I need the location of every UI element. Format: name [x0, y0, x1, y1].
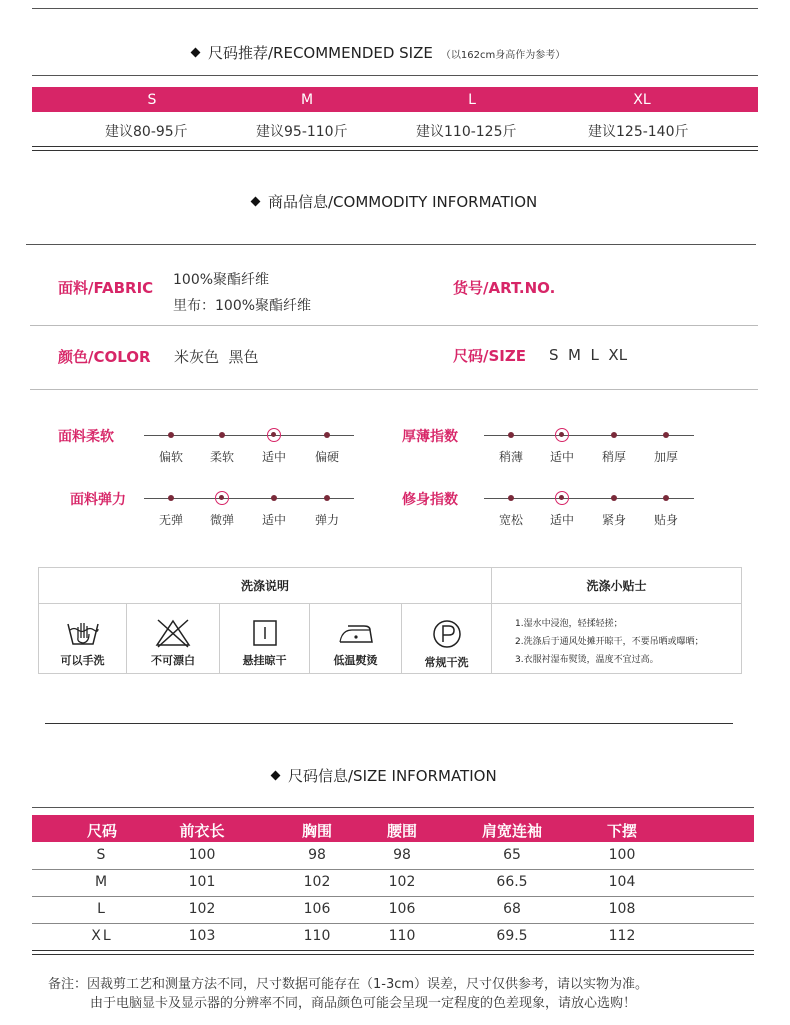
- table-cell: 102: [388, 874, 416, 890]
- recommended-size-heading: [192, 42, 565, 63]
- table-row: [32, 869, 754, 896]
- scale-option-label: 柔软: [209, 450, 234, 464]
- fabric-value-1: 100%聚酯纤维: [173, 272, 270, 288]
- commodity-info-heading: [252, 191, 537, 212]
- table-cell: 106: [303, 901, 331, 917]
- table-row: [32, 896, 754, 923]
- table-cell: 108: [608, 901, 636, 917]
- commodity-divider: [26, 244, 756, 245]
- size-table-header-cell: 腰围: [386, 822, 417, 840]
- dry-clean-icon: [431, 618, 463, 650]
- scale-dot: [168, 432, 174, 438]
- scale-option-label: 稍薄: [498, 450, 523, 464]
- size-table-header-cell: 下摆: [606, 822, 637, 840]
- scale-option-label: 宽松: [498, 513, 523, 527]
- scale-option-label: 无弹: [158, 513, 183, 527]
- care-item-low-iron: [310, 604, 401, 674]
- size-l-header: L: [468, 92, 476, 108]
- weight-xl: 建议125-140斤: [588, 124, 689, 140]
- table-cell: 66.5: [496, 874, 528, 890]
- scale-option-label: 适中: [261, 450, 286, 464]
- diamond-bullet-icon: [251, 197, 261, 207]
- diamond-bullet-icon: [271, 771, 281, 781]
- table-row: [32, 842, 754, 869]
- top-divider: [32, 8, 758, 9]
- size-table-header-cell: 前衣长: [179, 822, 225, 840]
- scale-track: [144, 435, 354, 436]
- care-item-dry-clean: [402, 604, 491, 674]
- wash-tip-3: 3.衣服衬湿布熨烫，温度不宜过高。: [515, 655, 659, 665]
- scale-dot: [508, 432, 514, 438]
- table-cell: 103: [188, 928, 216, 944]
- scale-option-label: 紧身: [601, 513, 626, 527]
- scale-dot: [663, 432, 669, 438]
- scale-option-label: 适中: [549, 450, 574, 464]
- wash-tip-1: 1.湿水中浸泡，轻揉轻搓；: [515, 619, 623, 629]
- color-row-divider: [30, 389, 758, 390]
- low-iron-icon: [336, 618, 376, 648]
- table-cell: 98: [308, 847, 326, 863]
- scale-option-label: 偏软: [158, 450, 183, 464]
- scale-option-label: 偏硬: [314, 450, 339, 464]
- dry-clean-label: 常规干洗: [424, 656, 469, 669]
- scale-dot: [663, 495, 669, 501]
- commodity-info-title: 商品信息/COMMODITY INFORMATION: [268, 193, 538, 211]
- table-cell: 110: [303, 928, 331, 944]
- care-item-hang-dry: [220, 604, 309, 674]
- no-bleach-label: 不可漂白: [151, 654, 195, 667]
- size-table-header: [32, 815, 754, 842]
- recommended-size-title: 尺码推荐/RECOMMENDED SIZE: [208, 44, 433, 62]
- scale-title: 面料弹力: [70, 492, 126, 508]
- size-table-header-cell: 肩宽连袖: [481, 822, 542, 840]
- note-line-2: 由于电脑显卡及显示器的分辨率不同，商品颜色可能会呈现一定程度的色差现象，请放心选购！: [90, 996, 637, 1011]
- table-cell: 110: [388, 928, 416, 944]
- size-table-header-cell: 胸围: [301, 822, 332, 840]
- table-cell: XL: [91, 928, 113, 944]
- table-cell: 68: [503, 901, 521, 917]
- table-row-divider: [32, 950, 754, 951]
- fabric-row-divider: [30, 325, 758, 326]
- scale-option-label: 适中: [261, 513, 286, 527]
- table-cell: 101: [188, 874, 216, 890]
- scale-dot: [168, 495, 174, 501]
- size-m-header: M: [300, 92, 314, 108]
- size-value: S M L XL: [549, 346, 628, 364]
- table-cell: 69.5: [496, 928, 528, 944]
- diamond-bullet-icon: [191, 48, 201, 58]
- table-cell: 98: [393, 847, 411, 863]
- weight-s: 建议80-95斤: [105, 124, 188, 140]
- scale-dot: [324, 495, 330, 501]
- scale-option-label: 贴身: [653, 513, 678, 527]
- wash-tips-header: 洗涤小贴士: [586, 579, 647, 593]
- recommended-size-subtitle: （以162cm身高作为参考）: [440, 50, 566, 61]
- scale-dot: [271, 495, 277, 501]
- scale-option-label: 弹力: [314, 513, 339, 527]
- low-iron-label: 低温熨烫: [333, 654, 378, 667]
- hand-wash-icon: [65, 618, 101, 648]
- scale-dot: [219, 432, 225, 438]
- fabric-label: 面料/FABRIC: [58, 279, 154, 297]
- care-table: [38, 567, 742, 674]
- table-cell: 100: [188, 847, 216, 863]
- size-info-title: 尺码信息/SIZE INFORMATION: [288, 767, 497, 785]
- scale-option-label: 适中: [549, 513, 574, 527]
- size-table-header-cell: 尺码: [86, 822, 117, 840]
- care-item-hand-wash: [39, 604, 126, 674]
- scale-selected-marker: [267, 428, 281, 442]
- size-label: 尺码/SIZE: [453, 347, 526, 365]
- scale-title: 修身指数: [402, 492, 458, 508]
- recommended-divider: [32, 75, 758, 76]
- table-cell: M: [94, 874, 110, 890]
- recommended-bottom-line-1: [32, 146, 758, 147]
- scale-option-label: 微弹: [209, 513, 234, 527]
- note-line-1: 备注：因裁剪工艺和测量方法不同，尺寸数据可能存在（1-3cm）误差，尺寸仅供参考，请以实物为准。: [48, 977, 649, 992]
- table-cell: 106: [388, 901, 416, 917]
- table-bottom-line: [32, 954, 754, 955]
- scale-selected-marker: [555, 491, 569, 505]
- scale-title: 厚薄指数: [402, 429, 458, 445]
- size-info-heading: [272, 765, 497, 786]
- table-cell: S: [96, 847, 108, 863]
- scale-dot: [611, 432, 617, 438]
- table-cell: L: [97, 901, 107, 917]
- hang-dry-icon: [251, 618, 279, 648]
- color-value: 米灰色 黑色: [174, 348, 259, 366]
- wash-instructions-header: 洗涤说明: [240, 579, 289, 593]
- scale-dot: [508, 495, 514, 501]
- art-no-label: 货号/ART.NO.: [453, 279, 556, 297]
- care-bottom-divider: [45, 723, 733, 724]
- table-cell: 102: [188, 901, 216, 917]
- table-cell: 100: [608, 847, 636, 863]
- scale-track: [144, 498, 354, 499]
- table-cell: 104: [608, 874, 636, 890]
- wash-tip-2: 2.洗涤后于通风处摊开晾干，不要吊晒或曝晒；: [515, 637, 704, 647]
- size-info-divider: [32, 807, 754, 808]
- hand-wash-label: 可以手洗: [60, 654, 105, 667]
- size-s-header: S: [147, 92, 157, 108]
- fabric-value-2: 里布：100%聚酯纤维: [173, 298, 312, 314]
- size-xl-header: XL: [633, 92, 651, 108]
- scale-title: 面料柔软: [58, 429, 114, 445]
- weight-l: 建议110-125斤: [416, 124, 517, 140]
- table-cell: 112: [608, 928, 636, 944]
- care-item-no-bleach: [127, 604, 219, 674]
- scale-selected-marker: [215, 491, 229, 505]
- hang-dry-label: 悬挂晾干: [242, 654, 287, 667]
- no-bleach-icon: [154, 618, 192, 648]
- weight-m: 建议95-110斤: [256, 124, 348, 140]
- table-row: [32, 923, 754, 950]
- scale-selected-marker: [555, 428, 569, 442]
- care-column-divider: [491, 568, 492, 674]
- recommended-bottom-line-2: [32, 150, 758, 151]
- scale-option-label: 稍厚: [601, 450, 626, 464]
- table-cell: 65: [503, 847, 521, 863]
- recommended-size-header-bar: [32, 87, 758, 112]
- scale-option-label: 加厚: [653, 450, 678, 464]
- scale-dot: [611, 495, 617, 501]
- table-cell: 102: [303, 874, 331, 890]
- scale-dot: [324, 432, 330, 438]
- color-label: 颜色/COLOR: [58, 348, 151, 366]
